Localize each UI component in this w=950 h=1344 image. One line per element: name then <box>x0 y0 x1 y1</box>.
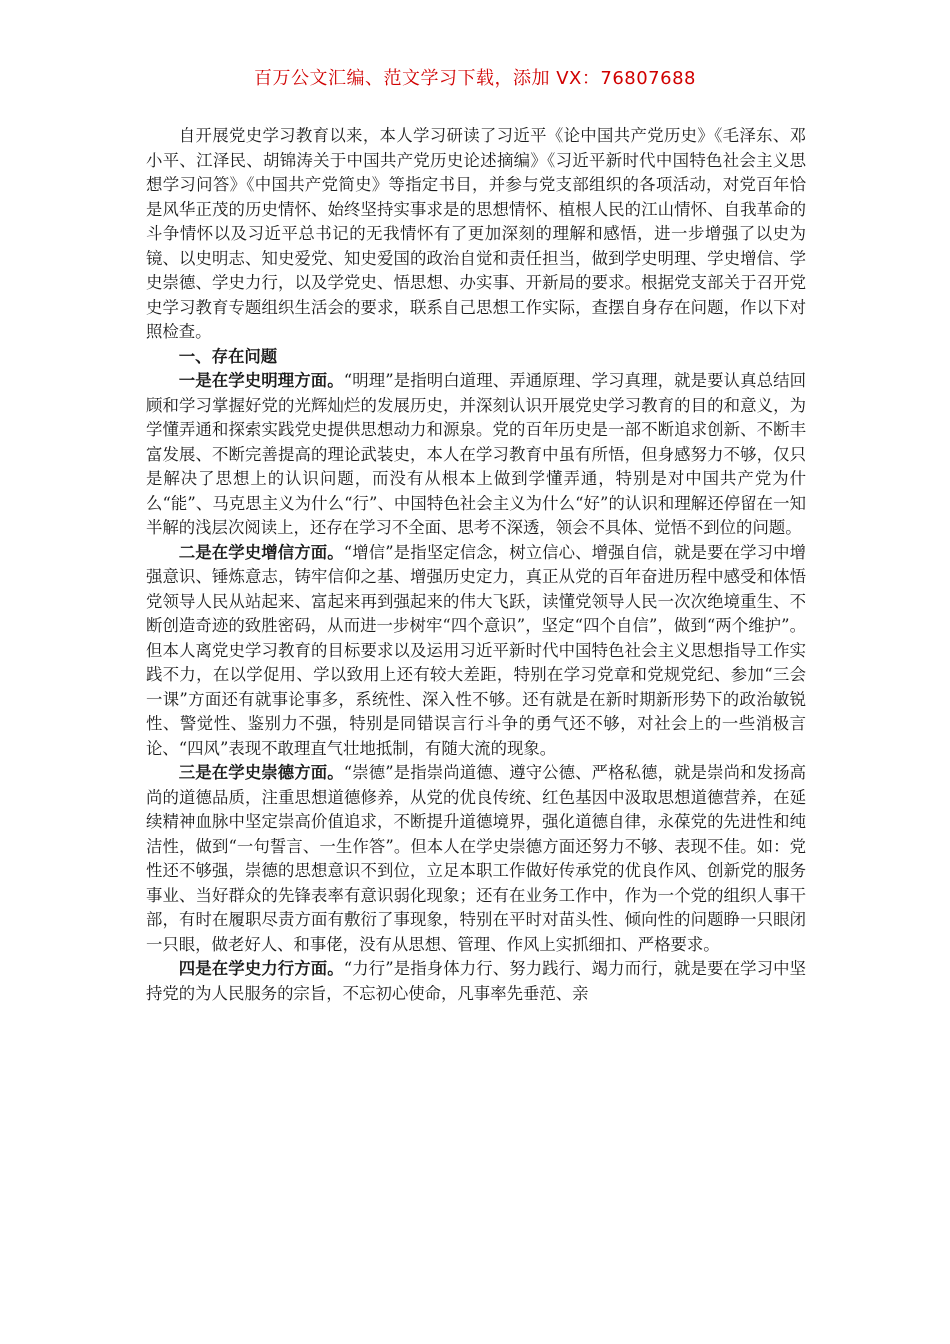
item-paragraph-2 <box>146 541 806 762</box>
item-lead-2: 二是在学史增信方面。 <box>178 542 344 562</box>
item-text-4: “力行”是指身体力行、努力践行、竭力而行，就是要在学习中坚持党的为人民服务的宗旨，不忘初心使命，凡事率先垂范、亲 <box>146 959 807 1003</box>
item-paragraph-4 <box>146 957 806 1006</box>
item-text-2: “增信”是指坚定信念，树立信心、增强自信，就是要在学习中增强意识、锤炼意志，铸牢信仰之基、增强历史定力，真正从党的百年奋进历程中感受和体悟党领导人民从站起来、富起来再到强起来的伟大飞跃，读懂党领导人民一次次绝境重生、不断创造奇迹的致胜密码，从而进一步树牢“四个意识”，坚定“四个自信”，做到“两个维护”。但本人离党史学习教育的目标要求以及运用习近平新时代中国特色社会主义思想指导工作实践不力，在以学促用、学以致用上还有较大差距，特别在学习党章和党规党纪、参加“三会一课”方面还有就事论事多，系统性、深入性不够。还有就是在新时期新形势下的政治敏锐性、警觉性、鉴别力不强，特别是同错误言行斗争的勇气还不够，对社会上的一些消极言论、“四风”表现不敢理直气壮地抵制，有随大流的现象。 <box>146 542 807 758</box>
item-paragraph-1 <box>146 369 806 541</box>
item-text-3: “崇德”是指崇尚道德、遵守公德、严格私德，就是崇尚和发扬高尚的道德品质，注重思想道德修养，从党的优良传统、红色基因中汲取思想道德营养，在延续精神血脉中坚定崇高价值追求，不断提升道德境界，强化道德自律，永葆党的先进性和纯洁性，做到“一句誓言、一生作答”。但本人在学史崇德方面还努力不够、表现不佳。如：党性还不够强，崇德的思想意识不到位，立足本职工作做好传承党的优良作风、创新党的服务事业、当好群众的先锋表率有意识弱化现象；还有在业务工作中，作为一个党的组织人事干部，有时在履职尽责方面有敷衍了事现象，特别在平时对苗头性、倾向性的问题睁一只眼闭一只眼，做老好人、和事佬，没有从思想、管理、作风上实抓细扣、严格要求。 <box>146 763 807 954</box>
item-lead-4: 四是在学史力行方面。 <box>178 959 344 978</box>
item-lead-3: 三是在学史崇德方面。 <box>178 763 344 782</box>
item-lead-1: 一是在学史明理方面。 <box>178 371 344 390</box>
item-text-1: “明理”是指明白道理、弄通原理、学习真理，就是要认真总结回顾和学习掌握好党的光辉灿烂的发展历史，并深刻认识开展党史学习教育的目的和意义，为学懂弄通和探索实践党史提供思想动力和源泉。党的百年历史是一部不断追求创新、不断丰富发展、不断完善提高的理论武装史，本人在学习教育中虽有所悟，但身感努力不够，仅只是解决了思想上的认识问题，而没有从根本上做到学懂弄通，特别是对中国共产党为什么“能”、马克思主义为什么“行”、中国特色社会主义为什么“好”的认识和理解还停留在一知半解的浅层次阅读上，还存在学习不全面、思考不深透，领会不具体、觉悟不到位的问题。 <box>146 371 807 537</box>
item-paragraph-3 <box>146 761 806 957</box>
download-banner: 百万公文汇编、范文学习下载，添加 VX：76807688 <box>254 68 696 89</box>
document-body <box>146 124 806 1006</box>
intro-paragraph: 自开展党史学习教育以来，本人学习研读了习近平《论中国共产党历史》《毛泽东、邓小平、江泽民、胡锦涛关于中国共产党历史论述摘编》《习近平新时代中国特色社会主义思想学习问答》《中国共产党简史》等指定书目，并参与党支部组织的各项活动，对党百年恰是风华正茂的历史情怀、始终坚持实事求是的思想情怀、植根人民的江山情怀、自我革命的斗争情怀以及习近平总书记的无我情怀有了更加深刻的理解和感悟，进一步增强了以史为镜、以史明志、知史爱党、知史爱国的政治自觉和责任担当，做到学史明理、学史增信、学史崇德、学史力行，以及学党史、悟思想、办实事、开新局的要求。根据党支部关于召开党史学习教育专题组织生活会的要求，联系自己思想工作实际，查摆自身存在问题，作以下对照检查。 <box>146 126 806 341</box>
section-heading-problems: 一、存在问题 <box>178 346 278 366</box>
